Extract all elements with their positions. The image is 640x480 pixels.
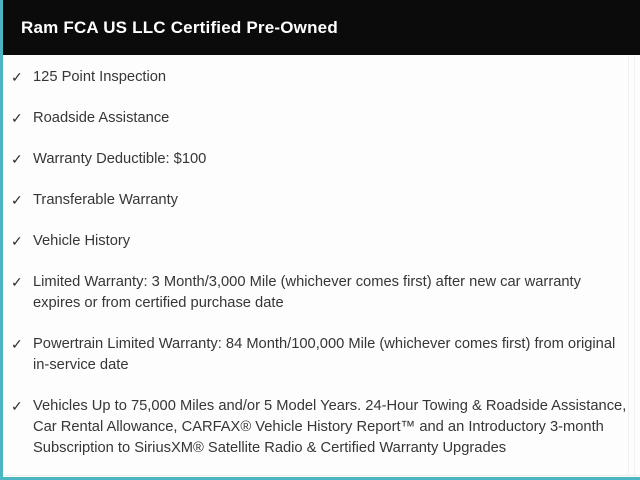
- benefit-item: [10, 108, 630, 129]
- check-icon: ✓: [11, 69, 23, 85]
- check-icon: ✓: [11, 110, 23, 126]
- scrollbar-track[interactable]: [628, 56, 635, 475]
- benefit-item: [10, 67, 630, 88]
- benefit-text: Powertrain Limited Warranty: 84 Month/100,000 Mile (whichever comes first) from original in-service date: [33, 336, 616, 373]
- benefit-item: [10, 272, 630, 314]
- benefit-text: Limited Warranty: 3 Month/3,000 Mile (whichever comes first) after new car warranty expires or from certified purchase date: [33, 274, 581, 311]
- benefit-item: [10, 149, 630, 170]
- benefit-item: [10, 396, 630, 459]
- benefit-text: Vehicles Up to 75,000 Miles and/or 5 Model Years. 24-Hour Towing & Roadside Assistance, Car Rental Allowance, CARFAX® Vehicle History Report™ and an Introductory 3-month Subscription to SiriusXM® Satellite Radio & Certified Warranty Upgrades: [33, 398, 627, 456]
- benefit-text: Vehicle History: [33, 233, 131, 249]
- bottom-divider: [0, 475, 640, 476]
- benefit-item: [10, 190, 630, 211]
- check-icon: ✓: [11, 151, 23, 167]
- benefit-text: Warranty Deductible: $100: [33, 151, 207, 167]
- benefit-text: Transferable Warranty: [33, 192, 179, 208]
- benefit-text: Roadside Assistance: [33, 110, 170, 126]
- panel-title: Ram FCA US LLC Certified Pre-Owned: [21, 17, 338, 37]
- benefits-section: [0, 55, 640, 475]
- check-icon: ✓: [11, 336, 23, 352]
- benefit-item: [10, 231, 630, 252]
- panel-header: [0, 0, 640, 55]
- check-icon: ✓: [11, 233, 23, 249]
- benefit-text: 125 Point Inspection: [33, 69, 167, 85]
- check-icon: ✓: [11, 398, 23, 414]
- check-icon: ✓: [11, 192, 23, 208]
- benefits-list: [10, 67, 632, 459]
- benefit-item: [10, 334, 630, 376]
- check-icon: ✓: [11, 274, 23, 290]
- accent-stripe-left: [0, 0, 3, 480]
